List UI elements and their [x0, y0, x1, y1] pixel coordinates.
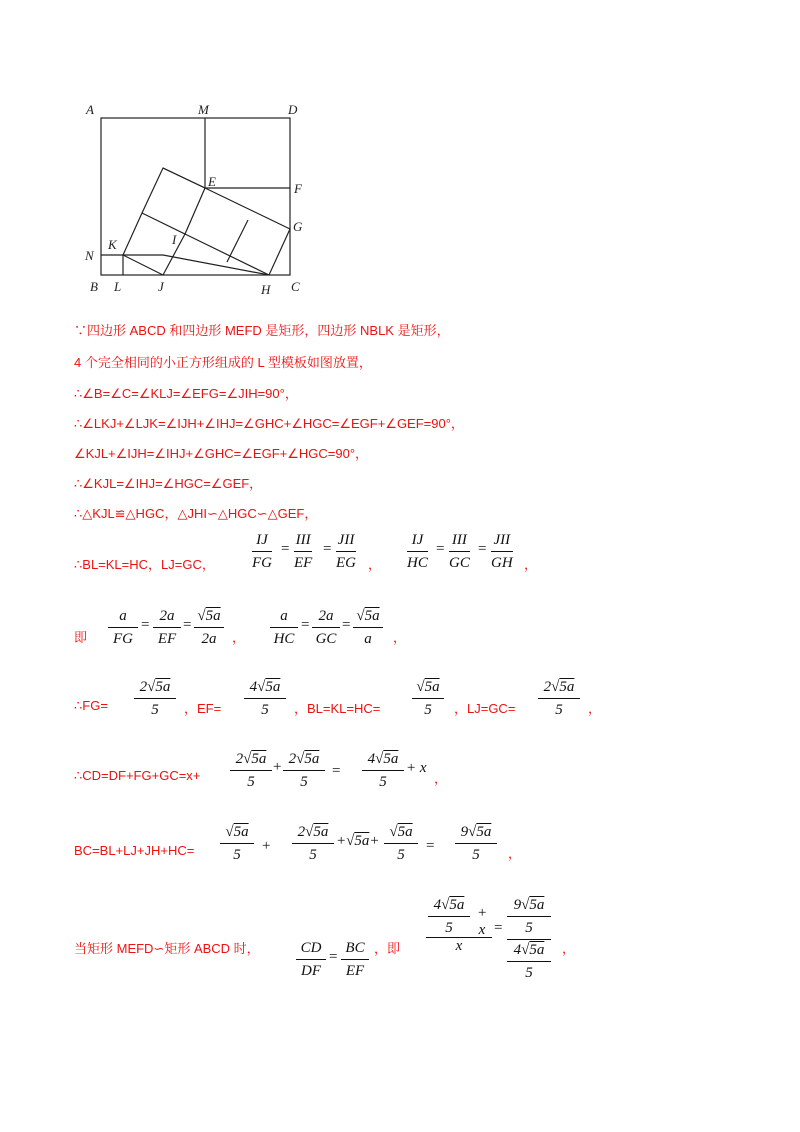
proof-line-5: ∠KJL+∠IJH=∠IHJ+∠GHC=∠EGF+∠HGC=90°， — [74, 446, 369, 461]
proof-line-1: ∵四边形 ABCD 和四边形 MEFD 是矩形，四边形 NBLK 是矩形， — [74, 323, 450, 338]
label-k: K — [108, 237, 117, 252]
ratio-2a-gc: 2a GC — [312, 606, 340, 649]
equals-sign: = — [342, 617, 351, 633]
comma: ， — [562, 941, 576, 956]
proof-line-12: BC=BL+LJ+JH+HC= — [74, 843, 195, 858]
l-template-upper-square — [142, 168, 205, 234]
ratio-ij-hc: IJ HC — [407, 532, 428, 571]
equals-sign: = — [332, 763, 341, 779]
label-h: H — [261, 282, 271, 297]
ratio-a-hc: a HC — [270, 606, 298, 649]
proof-line-10d: ，LJ=GC= — [454, 701, 516, 716]
comma: ， — [393, 630, 407, 645]
equals-sign: = — [141, 617, 150, 633]
equals-sign: = — [301, 617, 310, 633]
proof-line-3: ∴∠B=∠C=∠KLJ=∠EFG=∠JIH=90°， — [74, 386, 298, 401]
ratio-iii-gc: III GC — [449, 532, 470, 571]
proof-line-9: 即 — [74, 630, 88, 645]
ratio-jii-eg: JII EG — [336, 532, 356, 571]
equals-sign: = — [281, 541, 290, 557]
denominator-x: x — [455, 938, 463, 954]
label-f: F — [294, 181, 302, 196]
plus-sign: + — [262, 838, 271, 854]
label-j: J — [158, 279, 164, 294]
plus-x: + x — [476, 905, 488, 938]
compound-fraction-right: 9√5a 5 4√5a 5 — [507, 895, 551, 983]
term-2sqrt5a-5: 2√5a 5 — [283, 749, 325, 792]
term-2sqrt5a-5: 2√5a 5 — [230, 749, 272, 792]
comma: ， — [524, 557, 538, 572]
label-i: I — [172, 232, 177, 247]
proof-line-13b: ，即 — [374, 941, 401, 956]
ratio-a-fg: a FG — [108, 606, 138, 649]
term-9sqrt5a-5: 9√5a 5 — [455, 822, 497, 865]
label-e: E — [208, 174, 216, 189]
plus-x: + x — [406, 760, 427, 776]
l-template-divider-4 — [123, 255, 163, 275]
ratio-ij-fg: IJ FG — [252, 532, 272, 571]
comma: ， — [368, 557, 382, 572]
plus-sign: + — [273, 759, 282, 775]
ratio-iii-ef: III EF — [294, 532, 313, 571]
ratio-jii-gh: JII GH — [491, 532, 513, 571]
comma: ， — [434, 771, 448, 786]
value-fg: 2√5a 5 — [134, 677, 176, 720]
ratio-bc-ef: BC EF — [341, 938, 369, 981]
label-g: G — [293, 219, 303, 234]
proof-line-2: 4 个完全相同的小正方形组成的 L 型模板如图放置， — [74, 355, 372, 370]
equals-sign: = — [426, 838, 435, 854]
ratio-sqrt5a-a: √5a a — [353, 606, 383, 649]
proof-line-10b: ，EF= — [184, 701, 222, 716]
label-l: L — [114, 279, 122, 294]
compound-fraction-left: 4√5a 5 + x x — [426, 895, 492, 955]
term-2sqrt5a-5: 2√5a 5 — [292, 822, 334, 865]
proof-line-10c: ，BL=KL=HC= — [294, 701, 381, 716]
label-m: M — [198, 102, 209, 117]
proof-line-13: 当矩形 MEFD∽矩形 ABCD 时， — [74, 941, 260, 956]
equals-sign: = — [323, 541, 332, 557]
l-template-divider-3 — [185, 234, 269, 275]
ratio-sqrt5a-2a: √5a 2a — [194, 606, 224, 649]
proof-line-11: ∴CD=DF+FG+GC=x+ — [74, 768, 201, 783]
rectangle-nblk — [101, 255, 123, 275]
label-d: D — [288, 102, 298, 117]
term-sqrt5a-5: √5a 5 — [220, 822, 254, 865]
label-a: A — [86, 102, 94, 117]
value-lj: 2√5a 5 — [538, 677, 580, 720]
proof-line-8: ∴BL=KL=HC，LJ=GC， — [74, 557, 215, 572]
proof-line-7: ∴△KJL≌△HGC，△JHI∽△HGC∽△GEF， — [74, 506, 318, 521]
proof-line-6: ∴∠KJL=∠IHJ=∠HGC=∠GEF， — [74, 476, 263, 491]
equals-sign: = — [436, 541, 445, 557]
label-b: B — [90, 279, 98, 294]
geometry-figure — [80, 98, 320, 298]
proof-line-4: ∴∠LKJ+∠LJK=∠IJH+∠IHJ=∠GHC+∠HGC=∠EGF+∠GEF=90°， — [74, 416, 464, 431]
l-template-outline — [123, 168, 290, 275]
value-bl: √5a 5 — [412, 677, 444, 720]
comma: ， — [588, 701, 602, 716]
label-n: N — [85, 248, 94, 263]
equals-sign: = — [183, 617, 192, 633]
ratio-2a-ef: 2a EF — [153, 606, 181, 649]
equals-sign: = — [478, 541, 487, 557]
rectangle-abcd — [101, 118, 290, 275]
proof-line-10a: ∴FG= — [74, 698, 108, 713]
term-plus-sqrt5a-plus: +√5a+ — [336, 833, 380, 849]
equals-sign: = — [494, 920, 503, 936]
ratio-cd-df: CD DF — [296, 938, 326, 981]
comma: ， — [508, 846, 522, 861]
term-sqrt5a-5: √5a 5 — [384, 822, 418, 865]
equals-sign: = — [329, 949, 338, 965]
term-4sqrt5a-5: 4√5a 5 — [362, 749, 404, 792]
label-c: C — [291, 279, 300, 294]
comma: ， — [232, 630, 246, 645]
value-ef: 4√5a 5 — [244, 677, 286, 720]
